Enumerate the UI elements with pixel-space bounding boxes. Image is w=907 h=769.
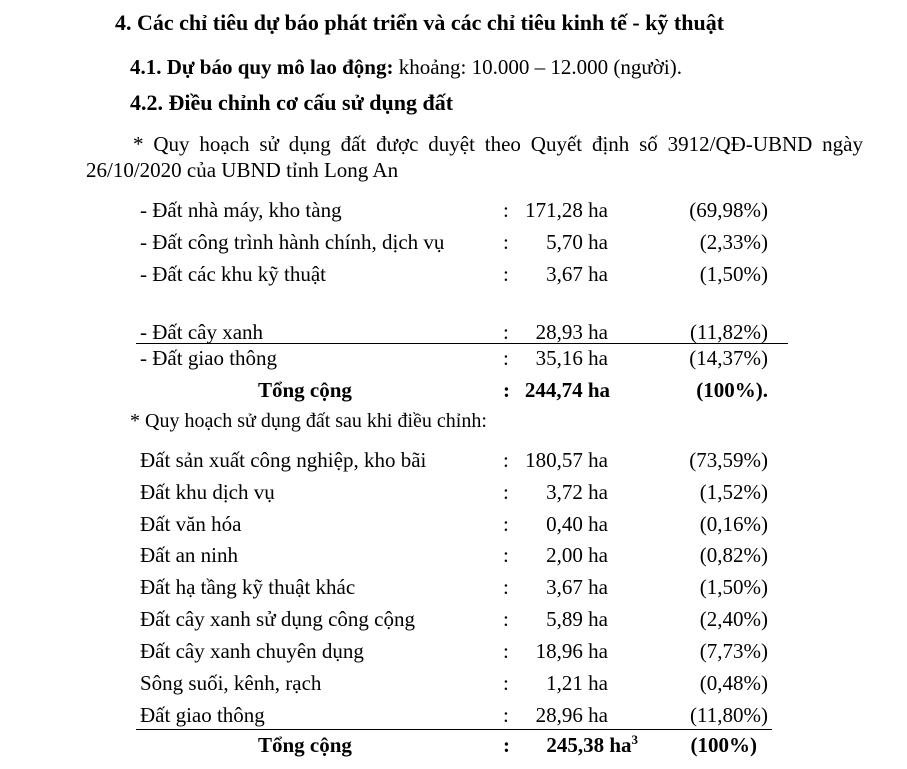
table2-row-pct: (7,73%) <box>699 639 768 663</box>
table2-row-area: 2,00 ha <box>546 543 608 567</box>
table2-row-pct: (11,80%) <box>690 703 768 727</box>
labor-forecast-label: 4.1. Dự báo quy mô lao động: <box>130 55 394 79</box>
table1-row-colon: : <box>503 320 509 344</box>
table2-row-colon: : <box>503 639 509 663</box>
note-approved-plan-line1: * Quy hoạch sử dụng đất được duyệt theo Quyết định số 3912/QĐ-UBND ngày <box>133 132 863 156</box>
table2-row-name: Đất giao thông <box>140 703 265 727</box>
table2-row-name: Đất sản xuất công nghiệp, kho bãi <box>140 448 427 472</box>
table1-row-pct: (14,37%) <box>689 346 768 370</box>
table2-row-name: Đất an ninh <box>140 543 238 567</box>
table2-row-pct: (1,52%) <box>699 480 768 504</box>
table1-row-pct: (2,33%) <box>699 230 768 254</box>
table1-total-area: 244,74 ha <box>524 378 610 402</box>
table2-row-colon: : <box>503 703 509 727</box>
table2-row-area: 180,57 ha <box>525 448 608 472</box>
note-adjusted-plan: * Quy hoạch sử dụng đất sau khi điều chỉnh: <box>130 410 487 432</box>
table2-total-pct: (100%) <box>690 733 757 757</box>
labor-forecast-value: khoảng: 10.000 – 12.000 (người). <box>393 55 682 79</box>
table2-row-area: 1,21 ha <box>546 671 608 695</box>
table2-row-name: Đất cây xanh sử dụng công cộng <box>140 607 415 631</box>
table1-row-name: - Đất nhà máy, kho tàng <box>140 198 342 222</box>
table2-row-colon: : <box>503 543 509 567</box>
table2-row-pct: (1,50%) <box>699 575 768 599</box>
table1-row-colon: : <box>503 230 509 254</box>
table2-row-area: 3,72 ha <box>546 480 608 504</box>
table2-row-area: 0,40 ha <box>546 512 608 536</box>
table2-row-name: Đất văn hóa <box>140 512 242 536</box>
table2-row-pct: (0,48%) <box>699 671 768 695</box>
table1-row-area: 28,93 ha <box>535 320 608 344</box>
table2-row-colon: : <box>503 448 509 472</box>
table2-divider <box>136 729 772 730</box>
table1-row-pct: (1,50%) <box>699 262 768 286</box>
note-approved-plan-line2: 26/10/2020 của UBND tỉnh Long An <box>86 158 399 182</box>
table2-row-colon: : <box>503 607 509 631</box>
table1-row-name: - Đất giao thông <box>140 346 278 370</box>
table2-row-name: Đất hạ tầng kỹ thuật khác <box>140 575 356 599</box>
table2-row-area: 28,96 ha <box>535 703 608 727</box>
table1-row-area: 171,28 ha <box>525 198 608 222</box>
table1-row-area: 35,16 ha <box>535 346 608 370</box>
table2-row-colon: : <box>503 671 509 695</box>
table2-total-colon: : <box>503 733 510 757</box>
table1-row-area: 3,67 ha <box>546 262 608 286</box>
table2-row-name: Sông suối, kênh, rạch <box>140 671 322 695</box>
table2-row-pct: (0,82%) <box>699 543 768 567</box>
table2-row-area: 3,67 ha <box>546 575 608 599</box>
table1-row-name: - Đất các khu kỹ thuật <box>140 262 327 286</box>
table1-row-area: 5,70 ha <box>546 230 608 254</box>
table1-row-name: - Đất công trình hành chính, dịch vụ <box>140 230 445 254</box>
table2-total-name: Tổng cộng <box>258 733 352 757</box>
table1-row-name: - Đất cây xanh <box>140 320 264 344</box>
table1-divider <box>136 343 788 344</box>
table1-row-pct: (69,98%) <box>689 198 768 222</box>
table1-row-colon: : <box>503 198 509 222</box>
table2-row-pct: (73,59%) <box>689 448 768 472</box>
table1-row-pct: (11,82%) <box>690 320 768 344</box>
table2-row-colon: : <box>503 480 509 504</box>
table2-row-area: 18,96 ha <box>535 639 608 663</box>
table2-row-pct: (2,40%) <box>699 607 768 631</box>
table1-total-colon: : <box>503 378 510 402</box>
table1-total-pct: (100%). <box>696 378 768 402</box>
table2-total-area-superscript: 3 <box>631 732 638 747</box>
table1-total-name: Tổng cộng <box>258 378 352 402</box>
table2-row-colon: : <box>503 575 509 599</box>
table2-total-area <box>515 733 638 758</box>
table2-row-name: Đất khu dịch vụ <box>140 480 275 504</box>
heading-section-4-2: 4.2. Điều chỉnh cơ cấu sử dụng đất <box>130 90 454 115</box>
table2-row-area: 5,89 ha <box>546 607 608 631</box>
table1-row-colon: : <box>503 262 509 286</box>
table2-row-pct: (0,16%) <box>699 512 768 536</box>
labor-forecast <box>130 55 682 80</box>
table2-total-area-value: 245,38 ha <box>546 733 632 757</box>
table1-row-colon: : <box>503 346 509 370</box>
table2-row-name: Đất cây xanh chuyên dụng <box>140 639 364 663</box>
heading-section-4: 4. Các chỉ tiêu dự báo phát triển và các chỉ tiêu kinh tế - kỹ thuật <box>115 10 725 35</box>
table2-row-colon: : <box>503 512 509 536</box>
